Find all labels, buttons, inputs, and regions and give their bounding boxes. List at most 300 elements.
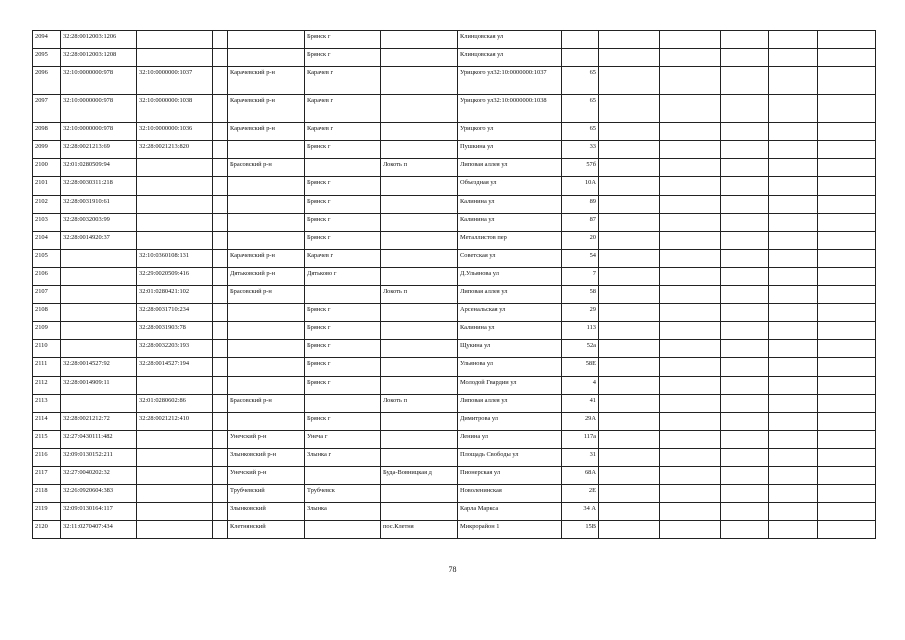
empty-cell <box>213 195 228 213</box>
table-row <box>33 376 876 394</box>
city-cell: Брянск г <box>305 31 381 49</box>
empty-cell <box>213 448 228 466</box>
empty-cell <box>818 466 876 484</box>
district-cell: Унечский р-н <box>228 466 305 484</box>
empty-cell <box>818 195 876 213</box>
table-row <box>33 249 876 267</box>
row-number-cell: 2100 <box>33 159 61 177</box>
settlement-cell <box>381 177 458 195</box>
empty-cell <box>818 412 876 430</box>
district-cell: Злынковский р-н <box>228 448 305 466</box>
empty-cell <box>599 231 660 249</box>
parent-cadastral-number-cell: 32:28:0031710:234 <box>137 304 213 322</box>
house-number-cell: 89 <box>562 195 599 213</box>
house-number-cell: 65 <box>562 67 599 95</box>
street-cell: Пушкина ул <box>458 141 562 159</box>
empty-cell <box>660 213 721 231</box>
empty-cell <box>213 141 228 159</box>
settlement-cell <box>381 322 458 340</box>
empty-cell <box>213 376 228 394</box>
street-cell: Калинина ул <box>458 213 562 231</box>
empty-cell <box>599 159 660 177</box>
street-cell: Липовая аллея ул <box>458 394 562 412</box>
empty-cell <box>213 304 228 322</box>
row-number-cell: 2094 <box>33 31 61 49</box>
house-number-cell: 58Е <box>562 358 599 376</box>
empty-cell <box>721 412 769 430</box>
district-cell: Клетнянский <box>228 521 305 539</box>
street-cell: Микрорайон 1 <box>458 521 562 539</box>
empty-cell <box>660 430 721 448</box>
parent-cadastral-number-cell <box>137 49 213 67</box>
empty-cell <box>721 31 769 49</box>
district-cell <box>228 213 305 231</box>
table-row <box>33 195 876 213</box>
street-cell: Площадь Свободы ул <box>458 448 562 466</box>
cadastral-number-cell: 32:09:0130164:117 <box>61 503 137 521</box>
table-row <box>33 340 876 358</box>
empty-cell <box>721 485 769 503</box>
district-cell <box>228 195 305 213</box>
empty-cell <box>721 267 769 285</box>
empty-cell <box>818 95 876 123</box>
street-cell: Новоленинская <box>458 485 562 503</box>
parent-cadastral-number-cell <box>137 503 213 521</box>
cadastral-number-cell <box>61 340 137 358</box>
empty-cell <box>660 249 721 267</box>
house-number-cell: 52а <box>562 340 599 358</box>
house-number-cell: 57б <box>562 159 599 177</box>
house-number-cell: 34 А <box>562 503 599 521</box>
table-row <box>33 304 876 322</box>
empty-cell <box>660 376 721 394</box>
street-cell: Объездная ул <box>458 177 562 195</box>
table-row <box>33 394 876 412</box>
city-cell <box>305 466 381 484</box>
empty-cell <box>213 521 228 539</box>
parent-cadastral-number-cell <box>137 195 213 213</box>
settlement-cell <box>381 376 458 394</box>
empty-cell <box>213 286 228 304</box>
house-number-cell: 58 <box>562 286 599 304</box>
city-cell: Брянск г <box>305 340 381 358</box>
empty-cell <box>818 123 876 141</box>
settlement-cell: пос.Клетня <box>381 521 458 539</box>
empty-cell <box>769 412 818 430</box>
settlement-cell <box>381 485 458 503</box>
empty-cell <box>721 466 769 484</box>
empty-cell <box>599 123 660 141</box>
empty-cell <box>660 95 721 123</box>
empty-cell <box>599 376 660 394</box>
house-number-cell: 7 <box>562 267 599 285</box>
empty-cell <box>818 67 876 95</box>
city-cell: Брянск г <box>305 358 381 376</box>
empty-cell <box>599 195 660 213</box>
row-number-cell: 2097 <box>33 95 61 123</box>
empty-cell <box>213 322 228 340</box>
empty-cell <box>213 394 228 412</box>
empty-cell <box>769 521 818 539</box>
house-number-cell <box>562 49 599 67</box>
empty-cell <box>769 430 818 448</box>
settlement-cell <box>381 67 458 95</box>
street-cell: Д.Ульянова ул <box>458 267 562 285</box>
empty-cell <box>818 177 876 195</box>
empty-cell <box>721 159 769 177</box>
row-number-cell: 2119 <box>33 503 61 521</box>
empty-cell <box>721 430 769 448</box>
parent-cadastral-number-cell <box>137 448 213 466</box>
settlement-cell <box>381 267 458 285</box>
empty-cell <box>769 31 818 49</box>
district-cell <box>228 376 305 394</box>
empty-cell <box>599 358 660 376</box>
empty-cell <box>818 231 876 249</box>
empty-cell <box>660 67 721 95</box>
city-cell: Брянск г <box>305 49 381 67</box>
empty-cell <box>213 31 228 49</box>
city-cell: Брянск г <box>305 304 381 322</box>
city-cell: Брянск г <box>305 322 381 340</box>
district-cell <box>228 412 305 430</box>
city-cell: Брянск г <box>305 376 381 394</box>
empty-cell <box>660 49 721 67</box>
row-number-cell: 2115 <box>33 430 61 448</box>
city-cell: Брянск г <box>305 412 381 430</box>
empty-cell <box>721 358 769 376</box>
empty-cell <box>599 286 660 304</box>
cadastral-number-cell: 32:11:0270407:434 <box>61 521 137 539</box>
empty-cell <box>721 448 769 466</box>
empty-cell <box>769 231 818 249</box>
house-number-cell: 65 <box>562 123 599 141</box>
city-cell <box>305 521 381 539</box>
empty-cell <box>599 67 660 95</box>
empty-cell <box>721 67 769 95</box>
house-number-cell: 20 <box>562 231 599 249</box>
empty-cell <box>213 249 228 267</box>
parent-cadastral-number-cell: 32:01:0280421:102 <box>137 286 213 304</box>
empty-cell <box>769 249 818 267</box>
empty-cell <box>818 304 876 322</box>
row-number-cell: 2095 <box>33 49 61 67</box>
settlement-cell <box>381 430 458 448</box>
city-cell: Брянск г <box>305 195 381 213</box>
empty-cell <box>769 159 818 177</box>
empty-cell <box>213 503 228 521</box>
parent-cadastral-number-cell <box>137 485 213 503</box>
table-row <box>33 521 876 539</box>
district-cell: Карачевский р-н <box>228 123 305 141</box>
empty-cell <box>721 231 769 249</box>
empty-cell <box>599 430 660 448</box>
city-cell: Трубчевск <box>305 485 381 503</box>
settlement-cell <box>381 304 458 322</box>
empty-cell <box>769 177 818 195</box>
empty-cell <box>769 304 818 322</box>
settlement-cell <box>381 412 458 430</box>
house-number-cell: 41 <box>562 394 599 412</box>
empty-cell <box>769 340 818 358</box>
empty-cell <box>769 358 818 376</box>
parent-cadastral-number-cell: 32:28:0021213:820 <box>137 141 213 159</box>
empty-cell <box>599 521 660 539</box>
empty-cell <box>213 340 228 358</box>
empty-cell <box>660 304 721 322</box>
table-row <box>33 49 876 67</box>
cadastral-number-cell: 32:28:0031910:61 <box>61 195 137 213</box>
empty-cell <box>769 466 818 484</box>
empty-cell <box>769 123 818 141</box>
city-cell: Карачев г <box>305 95 381 123</box>
registry-table-body <box>33 31 876 539</box>
row-number-cell: 2096 <box>33 67 61 95</box>
empty-cell <box>721 177 769 195</box>
street-cell: Липовая аллея ул <box>458 286 562 304</box>
cadastral-number-cell: 32:10:0000000:978 <box>61 95 137 123</box>
empty-cell <box>599 267 660 285</box>
empty-cell <box>818 448 876 466</box>
empty-cell <box>660 322 721 340</box>
empty-cell <box>660 267 721 285</box>
empty-cell <box>721 521 769 539</box>
empty-cell <box>599 448 660 466</box>
empty-cell <box>660 231 721 249</box>
city-cell: Карачев г <box>305 67 381 95</box>
house-number-cell: 31 <box>562 448 599 466</box>
cadastral-number-cell <box>61 267 137 285</box>
house-number-cell: 2Е <box>562 485 599 503</box>
cadastral-number-cell: 32:01:0280509:94 <box>61 159 137 177</box>
parent-cadastral-number-cell: 32:10:0000000:1038 <box>137 95 213 123</box>
row-number-cell: 2120 <box>33 521 61 539</box>
empty-cell <box>818 376 876 394</box>
district-cell <box>228 31 305 49</box>
cadastral-number-cell: 32:28:0032003:99 <box>61 213 137 231</box>
empty-cell <box>599 412 660 430</box>
row-number-cell: 2111 <box>33 358 61 376</box>
empty-cell <box>213 267 228 285</box>
empty-cell <box>721 304 769 322</box>
district-cell <box>228 231 305 249</box>
city-cell: Брянск г <box>305 213 381 231</box>
empty-cell <box>660 485 721 503</box>
city-cell: Унеча г <box>305 430 381 448</box>
empty-cell <box>660 286 721 304</box>
street-cell: Пионерская ул <box>458 466 562 484</box>
parent-cadastral-number-cell: 32:29:0020509:416 <box>137 267 213 285</box>
settlement-cell <box>381 49 458 67</box>
city-cell: Карачев г <box>305 249 381 267</box>
cadastral-number-cell: 32:27:0430111:482 <box>61 430 137 448</box>
empty-cell <box>818 430 876 448</box>
empty-cell <box>769 49 818 67</box>
empty-cell <box>660 177 721 195</box>
row-number-cell: 2103 <box>33 213 61 231</box>
cadastral-number-cell <box>61 249 137 267</box>
empty-cell <box>769 95 818 123</box>
street-cell: Карла Маркса <box>458 503 562 521</box>
empty-cell <box>769 195 818 213</box>
empty-cell <box>769 213 818 231</box>
table-row <box>33 95 876 123</box>
empty-cell <box>660 358 721 376</box>
row-number-cell: 2110 <box>33 340 61 358</box>
empty-cell <box>769 67 818 95</box>
empty-cell <box>769 485 818 503</box>
city-cell: Брянск г <box>305 177 381 195</box>
settlement-cell <box>381 123 458 141</box>
cadastral-number-cell: 32:28:0014920:37 <box>61 231 137 249</box>
house-number-cell: 87 <box>562 213 599 231</box>
empty-cell <box>721 249 769 267</box>
settlement-cell: Локоть п <box>381 286 458 304</box>
empty-cell <box>599 177 660 195</box>
cadastral-number-cell: 32:28:0014909:11 <box>61 376 137 394</box>
street-cell: Советская ул <box>458 249 562 267</box>
settlement-cell: Локоть п <box>381 159 458 177</box>
cadastral-number-cell: 32:28:0014527:92 <box>61 358 137 376</box>
city-cell: Брянск г <box>305 141 381 159</box>
house-number-cell: 4 <box>562 376 599 394</box>
settlement-cell: Буда-Вовницкая д <box>381 466 458 484</box>
empty-cell <box>660 412 721 430</box>
parent-cadastral-number-cell <box>137 159 213 177</box>
empty-cell <box>818 503 876 521</box>
cadastral-number-cell: 32:28:0021213:69 <box>61 141 137 159</box>
empty-cell <box>818 394 876 412</box>
empty-cell <box>818 521 876 539</box>
settlement-cell <box>381 141 458 159</box>
district-cell <box>228 177 305 195</box>
empty-cell <box>213 159 228 177</box>
empty-cell <box>213 485 228 503</box>
district-cell: Брасовский р-н <box>228 286 305 304</box>
parent-cadastral-number-cell <box>137 231 213 249</box>
empty-cell <box>721 123 769 141</box>
table-row <box>33 503 876 521</box>
cadastral-number-cell <box>61 304 137 322</box>
empty-cell <box>818 286 876 304</box>
settlement-cell: Локоть п <box>381 394 458 412</box>
house-number-cell: 65 <box>562 95 599 123</box>
parent-cadastral-number-cell <box>137 376 213 394</box>
empty-cell <box>213 430 228 448</box>
settlement-cell <box>381 31 458 49</box>
empty-cell <box>660 340 721 358</box>
empty-cell <box>660 141 721 159</box>
empty-cell <box>818 249 876 267</box>
cadastral-number-cell: 32:28:0012003:1208 <box>61 49 137 67</box>
house-number-cell: 10А <box>562 177 599 195</box>
empty-cell <box>213 412 228 430</box>
district-cell: Брасовский р-н <box>228 394 305 412</box>
street-cell: Клинцовская ул <box>458 31 562 49</box>
empty-cell <box>599 322 660 340</box>
cadastral-number-cell: 32:28:0030311:218 <box>61 177 137 195</box>
table-row <box>33 466 876 484</box>
row-number-cell: 2107 <box>33 286 61 304</box>
empty-cell <box>818 358 876 376</box>
district-cell <box>228 304 305 322</box>
empty-cell <box>721 286 769 304</box>
city-cell: Злынка г <box>305 448 381 466</box>
settlement-cell <box>381 503 458 521</box>
district-cell: Брасовский р-н <box>228 159 305 177</box>
empty-cell <box>818 340 876 358</box>
district-cell: Дятьковский р-н <box>228 267 305 285</box>
district-cell <box>228 49 305 67</box>
empty-cell <box>660 448 721 466</box>
district-cell: Унечский р-н <box>228 430 305 448</box>
district-cell: Карачевский р-н <box>228 67 305 95</box>
empty-cell <box>721 322 769 340</box>
row-number-cell: 2109 <box>33 322 61 340</box>
street-cell: Калинина ул <box>458 322 562 340</box>
city-cell: Злынка <box>305 503 381 521</box>
city-cell: Дятьково г <box>305 267 381 285</box>
empty-cell <box>818 49 876 67</box>
street-cell: Ленина ул <box>458 430 562 448</box>
parent-cadastral-number-cell: 32:10:0000000:1037 <box>137 67 213 95</box>
empty-cell <box>721 141 769 159</box>
empty-cell <box>769 322 818 340</box>
table-row <box>33 286 876 304</box>
house-number-cell: 113 <box>562 322 599 340</box>
empty-cell <box>721 376 769 394</box>
table-row <box>33 177 876 195</box>
empty-cell <box>599 466 660 484</box>
empty-cell <box>721 49 769 67</box>
cadastral-number-cell <box>61 286 137 304</box>
settlement-cell <box>381 358 458 376</box>
empty-cell <box>213 466 228 484</box>
empty-cell <box>213 123 228 141</box>
cadastral-number-cell: 32:27:0040202:32 <box>61 466 137 484</box>
city-cell <box>305 159 381 177</box>
empty-cell <box>660 521 721 539</box>
row-number-cell: 2113 <box>33 394 61 412</box>
street-cell: Ульянова ул <box>458 358 562 376</box>
empty-cell <box>818 322 876 340</box>
parent-cadastral-number-cell <box>137 213 213 231</box>
district-cell <box>228 358 305 376</box>
row-number-cell: 2106 <box>33 267 61 285</box>
district-cell: Карачевский р-н <box>228 249 305 267</box>
empty-cell <box>213 95 228 123</box>
row-number-cell: 2118 <box>33 485 61 503</box>
empty-cell <box>213 231 228 249</box>
house-number-cell: 15В <box>562 521 599 539</box>
parent-cadastral-number-cell: 32:10:0360108:131 <box>137 249 213 267</box>
empty-cell <box>660 123 721 141</box>
empty-cell <box>721 95 769 123</box>
empty-cell <box>599 340 660 358</box>
empty-cell <box>599 49 660 67</box>
house-number-cell: 29 <box>562 304 599 322</box>
empty-cell <box>769 448 818 466</box>
row-number-cell: 2101 <box>33 177 61 195</box>
city-cell <box>305 286 381 304</box>
page-number: 78 <box>448 565 457 574</box>
empty-cell <box>769 267 818 285</box>
cadastral-number-cell: 32:28:0012003:1206 <box>61 31 137 49</box>
row-number-cell: 2117 <box>33 466 61 484</box>
street-cell: Клинцовская ул <box>458 49 562 67</box>
table-row <box>33 141 876 159</box>
property-registry-table <box>32 30 876 539</box>
